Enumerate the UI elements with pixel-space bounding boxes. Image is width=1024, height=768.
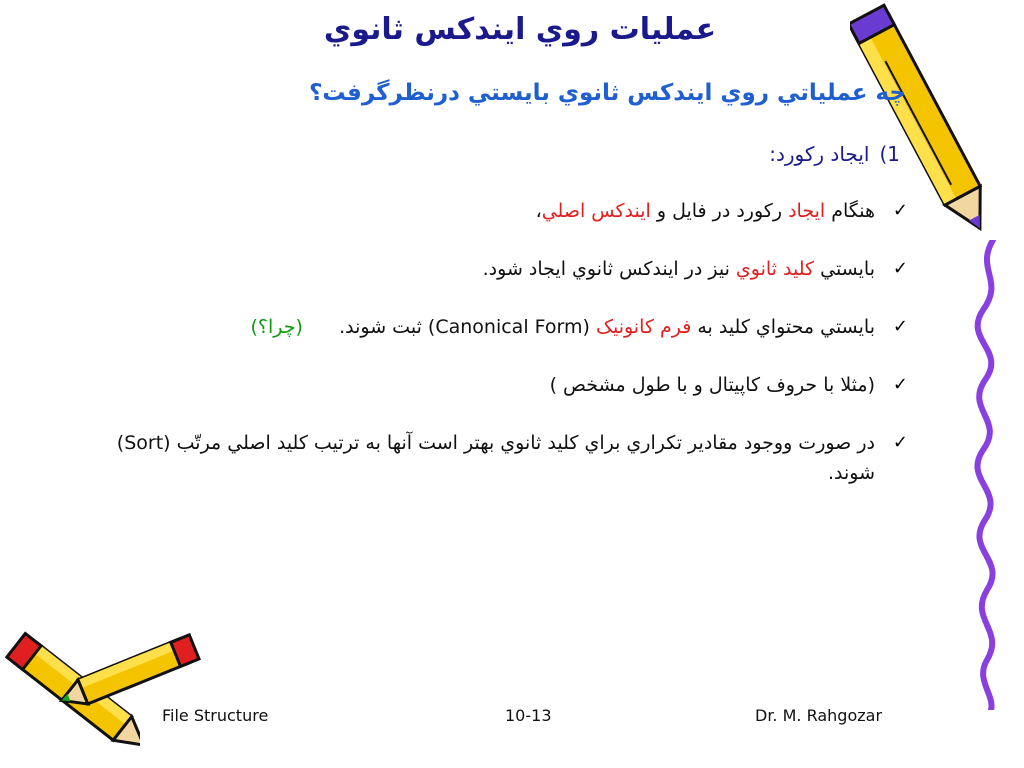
bullet-text: [483, 258, 875, 280]
highlight-segment: فرم كانونيک: [595, 316, 692, 338]
check-icon: ✓: [892, 200, 908, 221]
bullet-text: [536, 200, 875, 222]
check-icon: ✓: [892, 432, 908, 453]
bullet-item: [96, 254, 908, 284]
highlight-segment: ايجاد: [788, 200, 826, 222]
slide-title: عمليات روي ايندكس ثانوي: [323, 12, 717, 47]
bullet-segment: بايستي: [814, 258, 875, 280]
bullet-segment: هنگام: [825, 200, 875, 222]
bullet-segment: در صورت ووجود مقادير تكراري براي كليد ثانوي بهتر است آنها به ترتيب كليد اصلي مرتّب (Sort) شوند.: [116, 432, 875, 484]
note-segment: (چرا؟): [250, 316, 340, 338]
bullet-list: [96, 196, 908, 516]
bullet-text: [250, 316, 875, 338]
bullet-item: [96, 196, 908, 226]
bullet-text: [117, 432, 875, 484]
heading-text: ايجاد ركورد:: [769, 142, 870, 166]
section-heading: [769, 142, 900, 166]
bullet-segment: ركورد در فايل و: [650, 200, 789, 222]
bullet-item: [96, 370, 908, 400]
bullet-segment: بايستي محتواي كليد به: [691, 316, 875, 338]
bullet-segment: نيز در ايندكس ثانوي ايجاد شود.: [482, 258, 736, 280]
bullet-text: [550, 374, 875, 396]
check-icon: ✓: [892, 316, 908, 337]
heading-number: 1): [879, 142, 900, 166]
highlight-segment: ايندكس اصلي: [541, 200, 651, 222]
check-icon: ✓: [892, 374, 908, 395]
check-icon: ✓: [892, 258, 908, 279]
footer-left: File Structure: [162, 706, 269, 725]
bullet-segment: (مثلا با حروف كاپيتال و با طول مشخص ): [549, 374, 875, 396]
highlight-segment: كليد ثانوي: [735, 258, 815, 280]
wavy-line: [935, 240, 1020, 710]
footer-page-number: 10-13: [505, 706, 552, 725]
bullet-segment: (Canonical Form) ثبت شوند.: [339, 316, 596, 338]
footer-author: Dr. M. Rahgozar: [755, 706, 883, 725]
bullet-item: [96, 312, 908, 342]
slide-subtitle: چه عملياتي روي ايندكس ثانوي بايستي درنظرگرفت؟: [309, 80, 906, 106]
bullet-segment: ،: [535, 200, 542, 222]
bullet-item: [96, 428, 908, 488]
